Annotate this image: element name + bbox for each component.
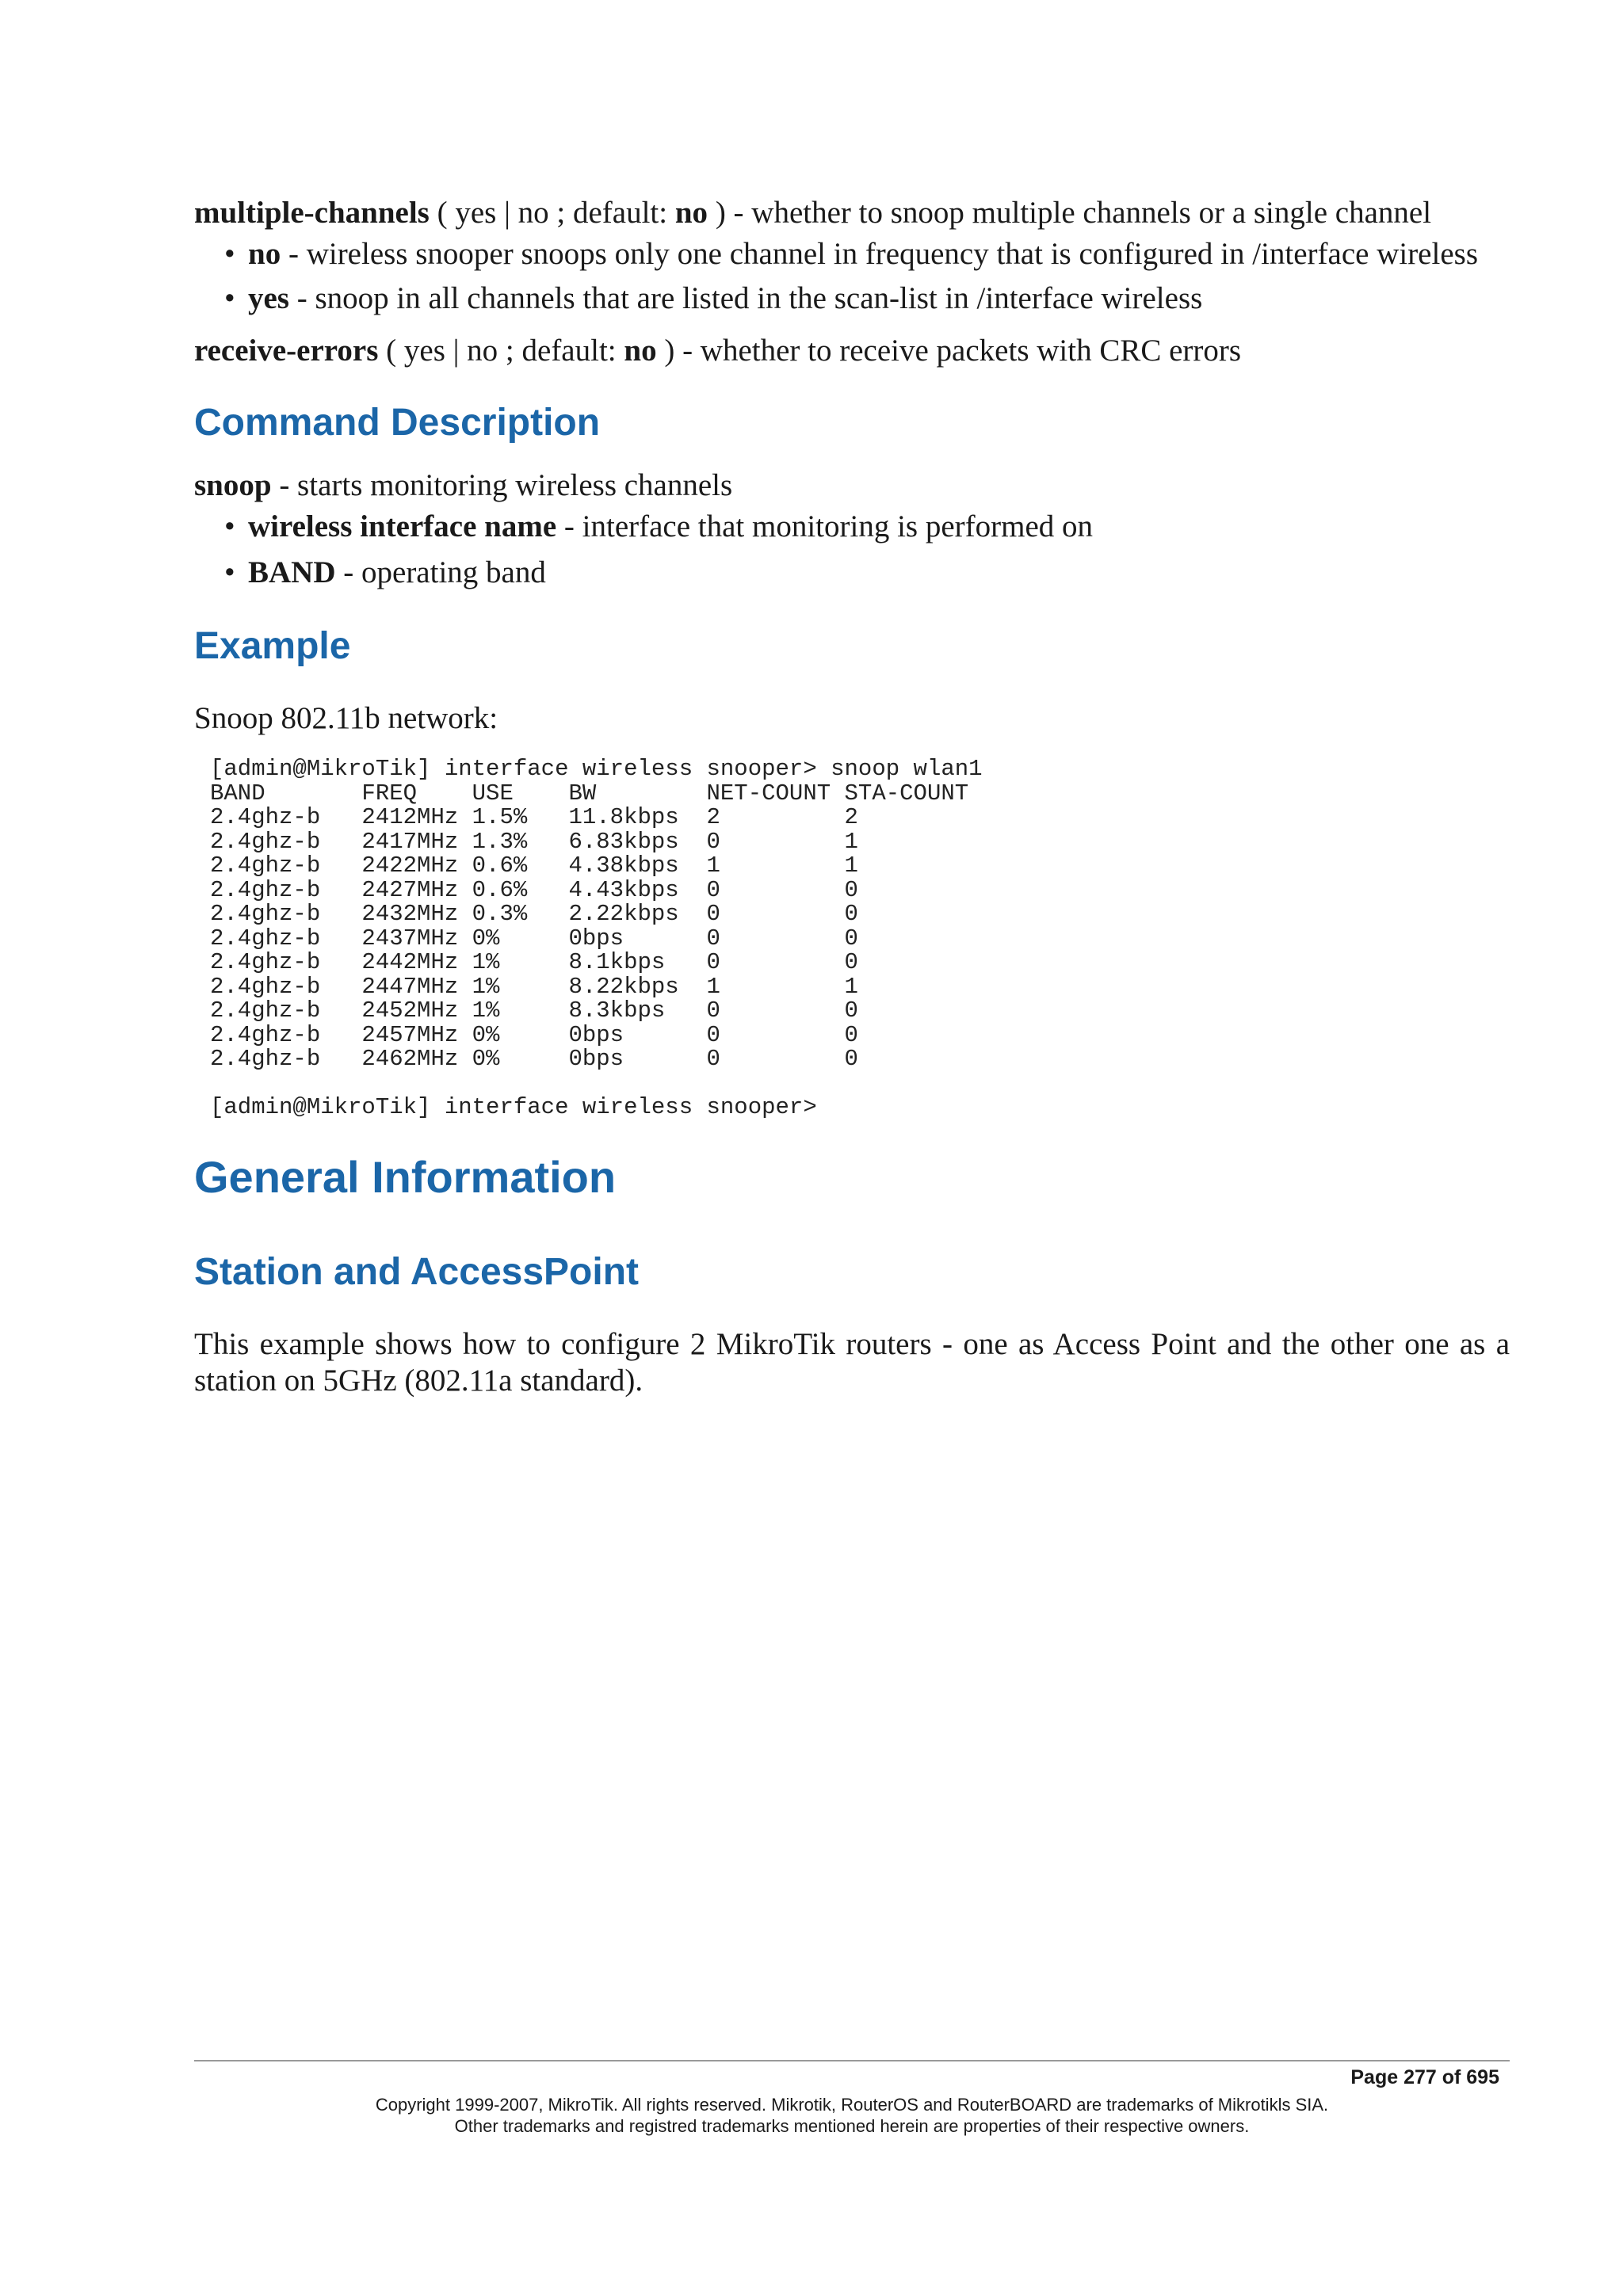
param-name: receive-errors xyxy=(194,334,379,368)
option-key: yes xyxy=(248,281,289,315)
copyright-line: Other trademarks and registred trademarks mentioned herein are properties of their respective owners. xyxy=(454,2116,1250,2136)
param-syntax: ( yes | no ; default: xyxy=(437,196,668,230)
param-description: ) - whether to snoop multiple channels or a single channel xyxy=(715,196,1432,230)
list-item xyxy=(194,555,1510,591)
param-default: no xyxy=(674,196,708,230)
general-information-text: This example shows how to configure 2 MikroTik routers - one as Access Point and the other one as a station on 5GHz (802.11a standard). xyxy=(194,1326,1510,1398)
page-content xyxy=(194,195,1510,1399)
list-item xyxy=(194,280,1510,317)
param-default: no xyxy=(624,334,657,368)
command-args-list xyxy=(194,509,1510,591)
list-item xyxy=(194,509,1510,545)
footer-copyright xyxy=(194,2094,1510,2137)
param-description: ) - whether to receive packets with CRC errors xyxy=(664,334,1242,368)
option-text: - snoop in all channels that are listed in the scan-list in /interface wireless xyxy=(296,281,1203,315)
footer-divider xyxy=(194,2060,1510,2061)
arg-text: - operating band xyxy=(343,555,546,589)
arg-text: - interface that monitoring is performed on xyxy=(563,509,1094,543)
param-receive-errors xyxy=(194,333,1510,369)
chapter-heading-general-information: General Information xyxy=(194,1151,617,1202)
section-heading-command-description: Command Description xyxy=(194,402,601,444)
command-snoop xyxy=(194,467,1510,504)
command-name: snoop xyxy=(194,468,272,502)
arg-key: wireless interface name xyxy=(248,509,557,543)
arg-key: BAND xyxy=(248,555,336,589)
copyright-line: Copyright 1999-2007, MikroTik. All rights reserved. Mikrotik, RouterOS and RouterBOARD are trademarks of Mikrotikls SIA. xyxy=(375,2095,1329,2115)
param-syntax: ( yes | no ; default: xyxy=(386,334,617,368)
option-text: - wireless snooper snoops only one channel in frequency that is configured in /interface wireless xyxy=(288,237,1478,271)
param-name: multiple-channels xyxy=(194,196,430,230)
section-heading-station-accesspoint: Station and AccessPoint xyxy=(194,1250,639,1293)
command-description: - starts monitoring wireless channels xyxy=(279,468,733,502)
page-number: Page 277 of 695 xyxy=(1350,2066,1499,2088)
section-heading-example: Example xyxy=(194,625,351,667)
param-multiple-channels xyxy=(194,195,1510,231)
list-item xyxy=(194,236,1510,273)
example-intro: Snoop 802.11b network: xyxy=(194,701,498,735)
option-key: no xyxy=(248,237,281,271)
param-options-list xyxy=(194,236,1510,317)
code-block: [admin@MikroTik] interface wireless snooper> snoop wlan1 BAND FREQ USE BW NET-COUNT STA-COUNT 2.4ghz-b 2412MHz 1.5% 11.8kbps 2 2 2.4ghz-b 2417MHz 1.3% 6.83kbps 0 1 2.4ghz-b 2422MHz 0.6% 4.38kbps 1 1 2.4ghz-b 2427MHz 0.6% 4.43kbps 0 0 2.4ghz-b 2432MHz 0.3% 2.22kbps 0 0 2.4ghz-b 2437MHz 0% 0bps 0 0 2.4ghz-b 2442MHz 1% 8.1kbps 0 0 2.4ghz-b 2447MHz 1% 8.22kbps 1 1 2.4ghz-b 2452MHz 1% 8.3kbps 0 0 2.4ghz-b 2457MHz 0% 0bps 0 0 2.4ghz-b 2462MHz 0% 0bps 0 0 [admin@MikroTik] interface wireless snooper> xyxy=(210,756,983,1120)
